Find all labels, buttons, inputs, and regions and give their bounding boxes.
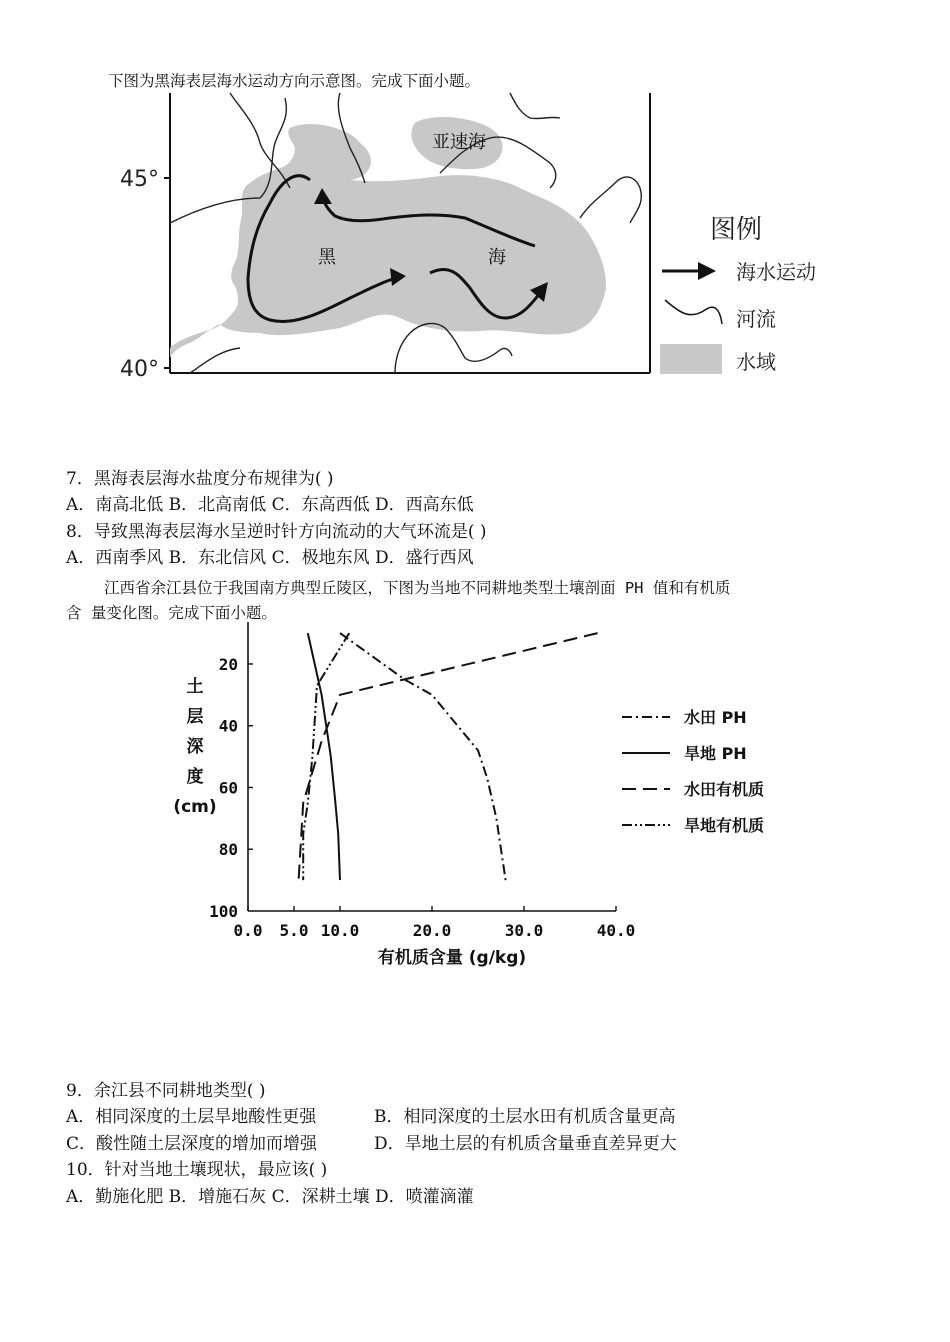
- question-8-options: A．西南季风 B．东北信风 C．极地东风 D．盛行西风: [66, 548, 474, 568]
- y-tick-label: 40: [218, 716, 238, 736]
- y-axis-label-char: 深: [186, 737, 204, 757]
- x-axis-label: 有机质含量 (g/kg): [377, 948, 527, 968]
- intro-soil-line1: 江西省余江县位于我国南方典型丘陵区，下图为当地不同耕地类型土壤剖面 PH 值和有机质: [104, 579, 731, 597]
- y-axis-label-char: (cm): [173, 797, 217, 817]
- x-tick-label: 5.0: [279, 921, 309, 940]
- x-tick-label: 20.0: [412, 921, 452, 940]
- question-9-stem: 9．余江县不同耕地类型( ): [66, 1081, 266, 1101]
- legend-label-1: 水田 PH: [684, 708, 747, 727]
- question-9-option-a: A．相同深度的土层旱地酸性更强: [66, 1107, 317, 1127]
- x-tick-label: 0.0: [233, 921, 263, 940]
- lat-40-label: 40°: [120, 357, 159, 382]
- question-9-option-c: C．酸性随土层深度的增加而增强: [66, 1134, 318, 1154]
- question-7-stem: 7．黑海表层海水盐度分布规律为( ): [66, 469, 334, 489]
- legend-current-label: 海水运动: [736, 260, 816, 284]
- legend-label-2: 旱地 PH: [684, 744, 747, 763]
- series-line-3: [299, 633, 598, 880]
- intro-soil-line2: 含 量变化图。完成下面小题。: [66, 604, 277, 622]
- legend-water-label: 水域: [736, 350, 776, 374]
- x-tick-label: 40.0: [596, 921, 636, 940]
- question-10-stem: 10．针对当地土壤现状，最应该( ): [66, 1160, 328, 1180]
- azov-sea-label: 亚速海: [432, 132, 486, 153]
- legend-label-3: 水田有机质: [684, 780, 765, 799]
- y-tick-label: 100: [209, 902, 238, 921]
- legend-label-4: 旱地有机质: [684, 816, 765, 835]
- water-area: [170, 124, 606, 358]
- legend-title: 图例: [710, 215, 763, 245]
- black-label-1: 黑: [318, 247, 336, 268]
- y-axis-label-char: 层: [186, 707, 204, 727]
- question-7-options: A．南高北低 B．北高南低 C．东高西低 D．西高东低: [66, 495, 474, 515]
- question-9-option-d: D．旱地土层的有机质含量垂直差异更大: [374, 1134, 677, 1154]
- x-tick-label: 10.0: [320, 921, 360, 940]
- black-sea-map: [110, 88, 850, 388]
- y-tick-label: 80: [218, 840, 238, 860]
- y-axis-label-char: 土: [186, 677, 204, 697]
- intro-map: 下图为黑海表层海水运动方向示意图。完成下面小题。: [108, 72, 481, 90]
- y-tick-label: 20: [218, 654, 238, 674]
- y-axis-label-char: 度: [186, 767, 204, 787]
- series-line-1: [340, 633, 506, 880]
- question-10-options: A．勤施化肥 B．增施石灰 C．深耕土壤 D．喷灌滴灌: [66, 1187, 474, 1207]
- legend-water-icon: [660, 344, 722, 374]
- x-tick-label: 30.0: [504, 921, 544, 940]
- series-line-2: [308, 633, 340, 880]
- legend-river-icon: [665, 300, 722, 324]
- question-9-option-b: B．相同深度的土层水田有机质含量更高: [374, 1107, 676, 1127]
- y-tick-label: 60: [218, 778, 238, 798]
- question-8-stem: 8．导致黑海表层海水呈逆时针方向流动的大气环流是( ): [66, 522, 487, 542]
- soil-profile-chart: [170, 622, 810, 982]
- series-line-4: [303, 633, 349, 880]
- legend-river-label: 河流: [736, 307, 776, 331]
- black-label-2: 海: [488, 247, 506, 268]
- lat-45-label: 45°: [120, 167, 159, 192]
